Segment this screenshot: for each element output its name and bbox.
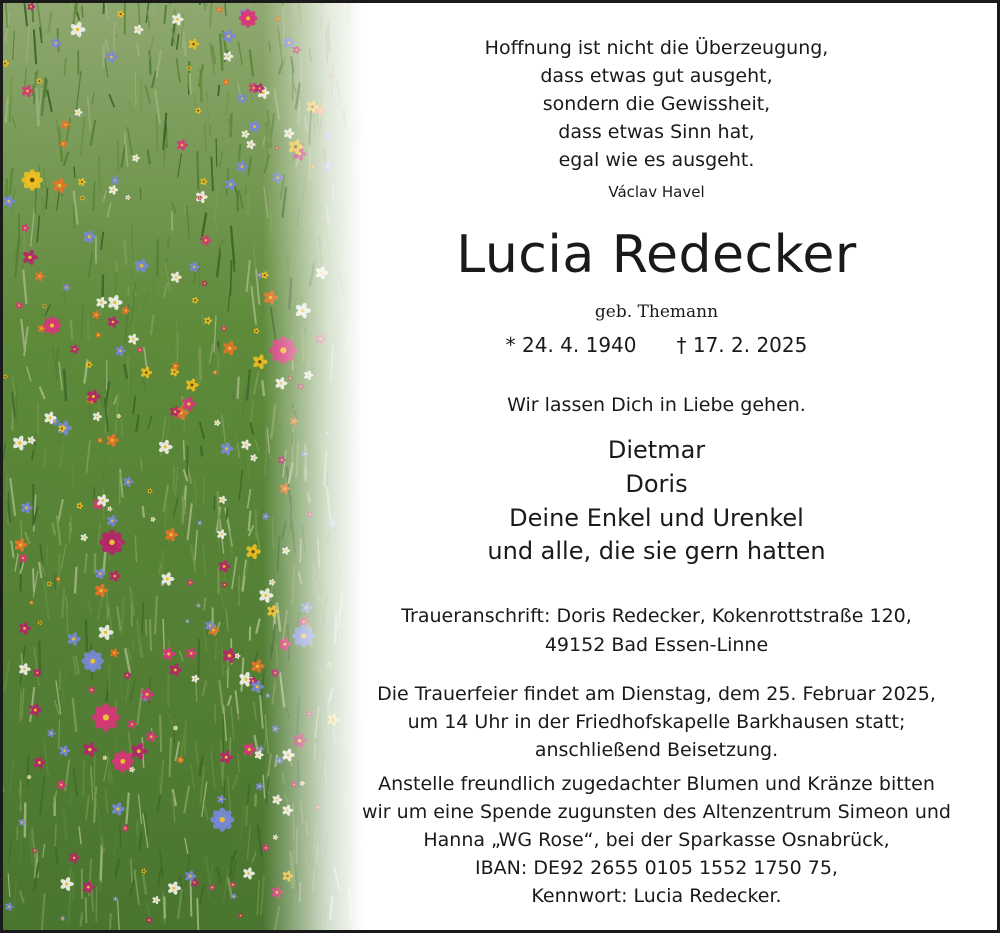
service-line-2: um 14 Uhr in der Friedhofskapelle Barkhausen statt; [407, 711, 906, 733]
donation-line-1: Anstelle freundlich zugedachter Blumen und Kränze bitten [378, 773, 935, 795]
mourner-3: Deine Enkel und Urenkel [509, 504, 804, 532]
deceased-name: Lucia Redecker [456, 225, 857, 285]
donation-line-5: Kennwort: Lucia Redecker. [531, 885, 782, 907]
life-dates [343, 333, 970, 357]
mourner-1: Dietmar [607, 436, 706, 464]
address-line-1: Traueranschrift: Doris Redecker, Kokenrottstraße 120, [401, 605, 912, 627]
quote-line-3: sondern die Gewissheit, [542, 93, 771, 115]
service-line-1: Die Trauerfeier findet am Dienstag, dem 25. Februar 2025, [377, 683, 936, 705]
quote-line-4: dass etwas Sinn hat, [558, 121, 755, 143]
farewell-line: Wir lassen Dich in Liebe gehen. [507, 394, 806, 416]
address-line-2: 49152 Bad Essen-Linne [544, 634, 769, 656]
quote-line-2: dass etwas gut ausgeht, [540, 65, 773, 87]
birth-date: * 24. 4. 1940 [505, 333, 637, 357]
quote-line-5: egal wie es ausgeht. [558, 149, 755, 171]
donation-line-3: Hanna „WG Rose“, bei der Sparkasse Osnabrück, [423, 829, 890, 851]
birth-name: geb. Themann [594, 302, 719, 322]
mourner-4: und alle, die sie gern hatten [487, 537, 826, 565]
quote-author: Václav Havel [608, 183, 705, 201]
wildflower-meadow-photo [3, 3, 363, 933]
donation-line-2: wir um eine Spende zugunsten des Altenzentrum Simeon und [361, 801, 951, 823]
donation-line-4: IBAN: DE92 2655 0105 1552 1750 75, [475, 857, 838, 879]
service-line-3: anschließend Beisetzung. [534, 739, 779, 761]
mourner-2: Doris [625, 470, 688, 498]
death-date: † 17. 2. 2025 [676, 333, 808, 357]
quote-line-1: Hoffnung ist nicht die Überzeugung, [484, 37, 829, 59]
